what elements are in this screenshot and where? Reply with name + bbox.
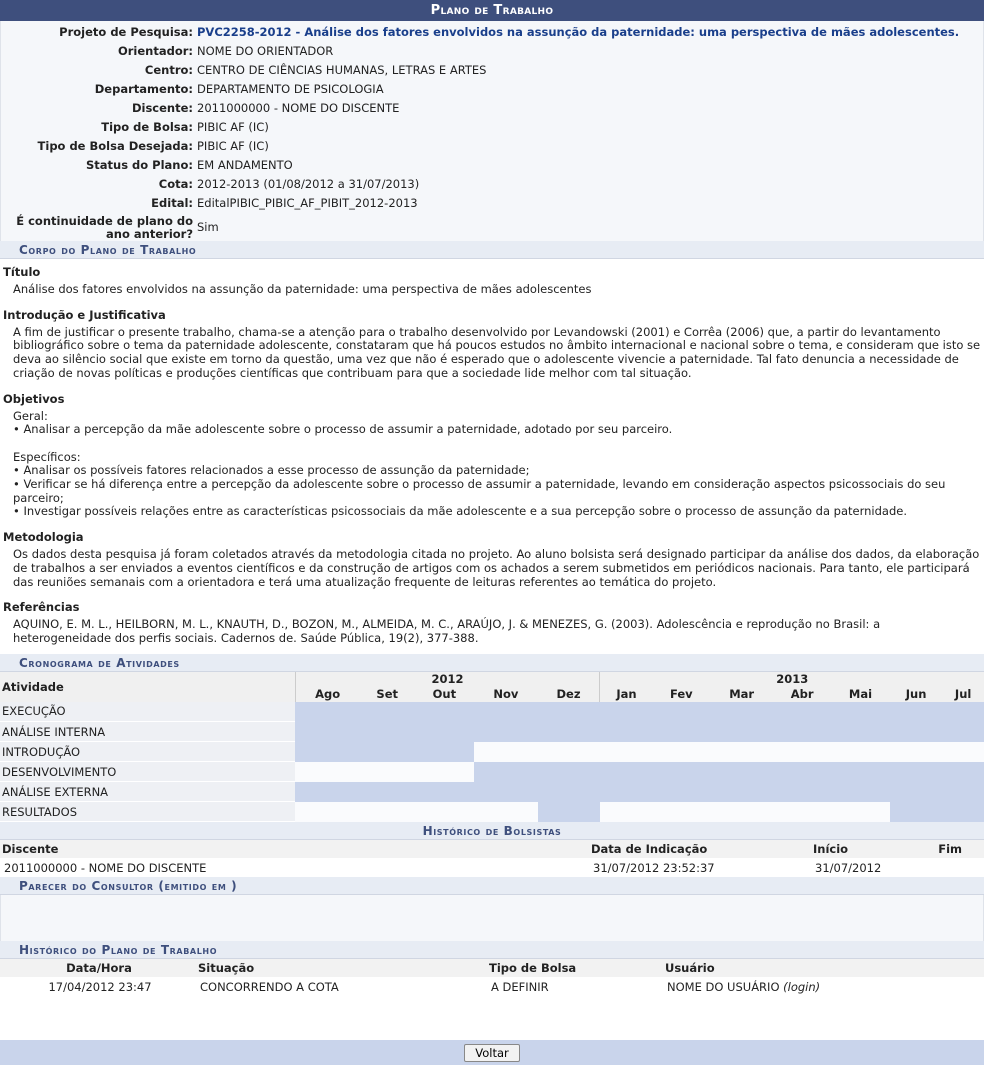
activity-name: DESENVOLVIMENTO <box>0 762 295 782</box>
info-row <box>1 118 983 137</box>
activity-name: ANÁLISE INTERNA <box>0 722 295 742</box>
activity-cell <box>474 702 538 722</box>
bolsista-discente: 2011000000 - NOME DO DISCENTE <box>4 860 207 875</box>
activity-cell <box>831 762 890 782</box>
bolsista-data: 31/07/2012 23:52:37 <box>593 860 715 875</box>
section-bolsistas: Histórico de Bolsistas <box>0 822 984 840</box>
activity-cell <box>600 762 653 782</box>
activity-cell <box>295 802 360 822</box>
info-label: Centro: <box>144 63 193 77</box>
section-corpo: Corpo do Plano de Trabalho <box>0 241 984 259</box>
info-label: Orientador: <box>117 44 193 58</box>
col-tipo-bolsa: Tipo de Bolsa <box>487 959 663 977</box>
activity-cell <box>600 782 653 802</box>
info-row <box>1 42 983 61</box>
info-label: Cota: <box>158 177 193 191</box>
activity-cell <box>710 742 773 762</box>
activity-cell <box>942 782 984 802</box>
info-row <box>1 194 983 213</box>
activity-cell <box>415 742 475 762</box>
info-value: PIBIC AF (IC) <box>197 120 269 134</box>
col-usuario: Usuário <box>663 959 984 977</box>
bolsistas-table <box>0 840 984 877</box>
activity-cell <box>538 742 600 762</box>
activity-cell <box>538 702 600 722</box>
activity-cell <box>474 782 538 802</box>
activity-cell <box>890 802 942 822</box>
activity-cell <box>890 742 942 762</box>
activity-row <box>0 722 984 742</box>
activity-row <box>0 742 984 762</box>
activity-name: ANÁLISE EXTERNA <box>0 782 295 802</box>
col-data-indicacao: Data de Indicação <box>589 840 811 858</box>
info-label: Discente: <box>131 101 193 115</box>
activity-cell <box>360 742 415 762</box>
month-header: Nov <box>493 687 519 702</box>
col-situacao: Situação <box>196 959 487 977</box>
info-label: É continuidade de plano do ano anterior? <box>16 214 193 241</box>
intro-text: A fim de justificar o presente trabalho, chama-se a atenção para o trabalho desenvolvido por Levandowski (2001) e Corrêa (2006) que, a partir do levantamento bibliográfico sobre o tema da paternidade adolescente, constataram que há poucos estudos no âmbito internacional e nacional sobre o tema, e consideram que isto se deva ao silêncio social que existe em torno da questão, uma vez que não é esperado que o adolescente vivencie a paternidade. Tal fato denuncia a necessidade de criação de novas políticas e produções científicas que contribuam para que a sociedade lide melhor com tal situação. <box>13 324 981 380</box>
activity-cell <box>415 762 475 782</box>
objetivos-text <box>3 410 981 520</box>
activity-cell <box>600 802 653 822</box>
activity-cell <box>600 702 653 722</box>
month-header: Mai <box>848 687 873 702</box>
parecer-box <box>0 895 984 941</box>
info-row <box>1 99 983 118</box>
hist-situacao: CONCORRENDO A COTA <box>200 979 339 994</box>
activity-cell <box>710 702 773 722</box>
month-header: Jul <box>954 687 972 702</box>
month-header: Out <box>432 687 457 702</box>
activity-row <box>0 702 984 722</box>
info-row <box>1 156 983 175</box>
activity-header: Atividade <box>0 672 295 702</box>
info-value: 2011000000 - NOME DO DISCENTE <box>197 101 400 115</box>
activity-name: EXECUÇÃO <box>0 702 295 722</box>
activity-cell <box>653 762 711 782</box>
activity-cell <box>831 782 890 802</box>
activity-cell <box>710 782 773 802</box>
activity-cell <box>474 742 538 762</box>
activity-cell <box>295 782 360 802</box>
activity-cell <box>600 742 653 762</box>
info-value: NOME DO ORIENTADOR <box>197 44 334 58</box>
voltar-button[interactable]: Voltar <box>464 1044 520 1062</box>
info-value: PIBIC AF (IC) <box>197 139 269 153</box>
objetivo-line: • Analisar os possíveis fatores relacionados a esse processo de assunção da paternidade; <box>13 463 530 478</box>
bolsista-inicio: 31/07/2012 <box>815 860 882 875</box>
info-row <box>1 175 983 194</box>
info-row <box>1 23 983 42</box>
activity-cell <box>295 702 360 722</box>
activity-cell <box>890 722 942 742</box>
info-label: Edital: <box>151 196 193 210</box>
month-header: Mar <box>729 687 755 702</box>
month-header: Jan <box>616 687 637 702</box>
activity-cell <box>773 802 831 822</box>
objetivo-line <box>13 437 981 451</box>
activity-cell <box>773 782 831 802</box>
activity-cell <box>415 722 475 742</box>
month-header: Dez <box>538 687 600 702</box>
historico-table <box>0 959 984 996</box>
activity-cell <box>360 722 415 742</box>
activity-row <box>0 762 984 782</box>
month-header: Fev <box>669 687 693 702</box>
month-header: Set <box>376 687 398 702</box>
activity-cell <box>831 722 890 742</box>
activity-cell <box>653 702 711 722</box>
activity-cell <box>295 722 360 742</box>
section-historico: Histórico do Plano de Trabalho <box>0 941 984 959</box>
activity-cell <box>831 702 890 722</box>
activity-cell <box>415 802 475 822</box>
metodologia-text: Os dados desta pesquisa já foram coletados através da metodologia citada no projeto. Ao aluno bolsista será designado participar da análise dos dados, da elaboração de trabalhos a ser enviados a eventos científicos e da construção de artigos com os achados a serem submetidos em periódicos nacionais. Para tanto, ele participará das reuniões semanais com a orientadora e terá uma atualização frequente de leituras referentes ao temática do projeto. <box>13 547 980 589</box>
activity-cell <box>890 782 942 802</box>
info-row <box>1 213 983 241</box>
activity-cell <box>538 762 600 782</box>
metodologia-heading: Metodologia <box>3 530 84 545</box>
objetivo-line: • Investigar possíveis relações entre as características psicossociais da mãe adolescente e a sua percepção sobre o processo de assunção da paternidade. <box>13 504 907 519</box>
section-parecer: Parecer do Consultor (emitido em ) <box>0 877 984 895</box>
col-inicio: Início <box>811 840 931 858</box>
page-title: Plano de Trabalho <box>0 0 984 21</box>
year-2012: 2012 <box>295 672 600 687</box>
activity-cell <box>538 722 600 742</box>
activity-cell <box>538 802 600 822</box>
activity-cell <box>773 722 831 742</box>
intro-heading: Introdução e Justificativa <box>3 307 166 322</box>
activity-row <box>0 802 984 822</box>
month-header: Jun <box>905 687 927 702</box>
info-row <box>1 80 983 99</box>
objetivo-line: Geral: <box>13 408 48 423</box>
info-label: Tipo de Bolsa Desejada: <box>37 139 193 153</box>
info-value: DEPARTAMENTO DE PSICOLOGIA <box>197 82 384 96</box>
objetivo-line: • Verificar se há diferença entre a percepção da adolescente sobre o processo de assumir a paternidade, levando em consideração aspectos psicossociais do seu parceiro; <box>13 477 946 505</box>
activity-cell <box>773 742 831 762</box>
info-label: Tipo de Bolsa: <box>101 120 193 134</box>
activity-cell <box>942 762 984 782</box>
col-fim: Fim <box>931 840 984 858</box>
cronograma-table <box>0 672 984 823</box>
activity-cell <box>474 722 538 742</box>
info-panel <box>0 21 984 241</box>
info-value: CENTRO DE CIÊNCIAS HUMANAS, LETRAS E ARTES <box>197 63 487 77</box>
activity-cell <box>831 802 890 822</box>
activity-cell <box>942 802 984 822</box>
table-row <box>0 977 984 996</box>
titulo-text: Análise dos fatores envolvidos na assunção da paternidade: uma perspectiva de mães adolescentes <box>13 282 592 296</box>
activity-cell <box>710 762 773 782</box>
footer-bar <box>0 1040 984 1065</box>
activity-row <box>0 782 984 802</box>
activity-cell <box>360 802 415 822</box>
info-row <box>1 61 983 80</box>
referencias-heading: Referências <box>3 600 80 615</box>
activity-cell <box>653 722 711 742</box>
info-value: EM ANDAMENTO <box>197 158 293 172</box>
hist-usuario <box>663 977 984 996</box>
info-value: EditalPIBIC_PIBIC_AF_PIBIT_2012-2013 <box>197 196 418 210</box>
activity-name: INTRODUÇÃO <box>0 742 295 762</box>
activity-cell <box>415 702 475 722</box>
month-header: Abr <box>790 687 814 702</box>
bolsista-fim <box>931 858 984 877</box>
activity-cell <box>474 762 538 782</box>
projeto-link[interactable]: PVC2258-2012 - Análise dos fatores envolvidos na assunção da paternidade: uma perspectiva de mães adolescentes. <box>197 25 960 39</box>
hist-tipo: A DEFINIR <box>491 979 549 994</box>
hist-usuario-name: NOME DO USUÁRIO <box>667 979 780 994</box>
hist-data: 17/04/2012 23:47 <box>48 979 152 994</box>
activity-cell <box>890 762 942 782</box>
info-label: Departamento: <box>94 82 193 96</box>
activity-cell <box>653 742 711 762</box>
info-row <box>1 137 983 156</box>
info-label: Projeto de Pesquisa: <box>59 25 193 39</box>
activity-cell <box>360 702 415 722</box>
objetivo-line: • Analisar a percepção da mãe adolescente sobre o processo de assumir a paternidade, adotado por seu parceiro. <box>13 422 673 437</box>
activity-name: RESULTADOS <box>0 802 295 822</box>
activity-cell <box>710 722 773 742</box>
month-header: Ago <box>315 687 341 702</box>
activity-cell <box>942 722 984 742</box>
activity-cell <box>600 722 653 742</box>
activity-cell <box>942 702 984 722</box>
activity-cell <box>474 802 538 822</box>
activity-cell <box>415 782 475 802</box>
table-row <box>0 858 984 877</box>
objetivos-heading: Objetivos <box>3 391 65 406</box>
col-data-hora: Data/Hora <box>0 959 196 977</box>
activity-cell <box>890 702 942 722</box>
activity-cell <box>360 782 415 802</box>
activity-cell <box>773 762 831 782</box>
hist-usuario-login: (login) <box>783 979 821 994</box>
activity-cell <box>653 802 711 822</box>
section-cronograma: Cronograma de Atividades <box>0 654 984 672</box>
activity-cell <box>538 782 600 802</box>
activity-cell <box>360 762 415 782</box>
activity-cell <box>773 702 831 722</box>
activity-cell <box>295 742 360 762</box>
objetivo-line: Específicos: <box>13 449 81 464</box>
info-value: 2012-2013 (01/08/2012 a 31/07/2013) <box>197 177 420 191</box>
info-value: Sim <box>197 220 219 234</box>
activity-cell <box>710 802 773 822</box>
activity-cell <box>295 762 360 782</box>
year-2013: 2013 <box>776 672 809 687</box>
activity-cell <box>653 782 711 802</box>
titulo-heading: Título <box>3 265 41 279</box>
activity-cell <box>831 742 890 762</box>
col-discente: Discente <box>0 840 589 858</box>
activity-cell <box>942 742 984 762</box>
corpo-body <box>0 259 984 654</box>
info-label: Status do Plano: <box>85 158 193 172</box>
referencias-text: AQUINO, E. M. L., HEILBORN, M. L., KNAUTH, D., BOZON, M., ALMEIDA, M. C., ARAÚJO, J. & MENEZES, G. (2003). Adolescência e reprodução no Brasil: a heterogeneidade dos perfis sociais. Cadernos de. Saúde Pública, 19(2), 377-388. <box>13 617 881 645</box>
